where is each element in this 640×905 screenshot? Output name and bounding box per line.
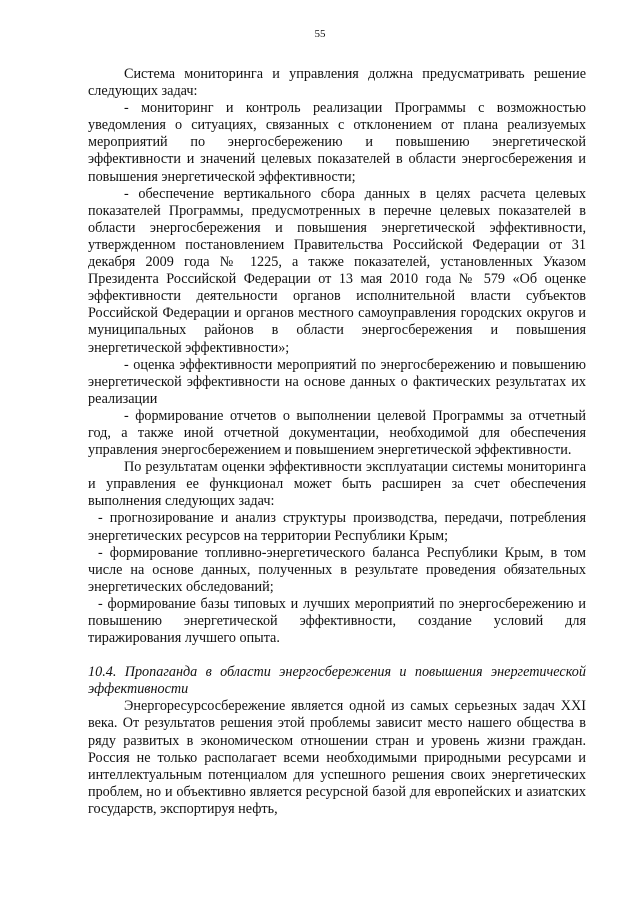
- paragraph-intro: Система мониторинга и управления должна предусматривать решение следующих задач:: [88, 66, 586, 100]
- list-item-reports: - формирование отчетов о выполнении целевой Программы за отчетный год, а также иной отчетной документации, необходимой для обеспечения управления энергосбережением и повышением энергетической эффективности.: [88, 407, 586, 459]
- list-item-monitoring: - мониторинг и контроль реализации Программы с возможностью уведомления о ситуациях, связанных с отклонением от плана реализуемых мероприятий по энергосбережению и повышению энергетической эффективности и значений целевых показателей в области энергосбережения и повышения энергетической эффективности;: [88, 100, 586, 185]
- list-item-best-practices: - формирование базы типовых и лучших мероприятий по энергосбережению и повышению энергетической эффективности, создание условий для тиражирования лучшего опыта.: [88, 595, 586, 647]
- section-paragraph: Энергоресурсосбережение является одной из самых серьезных задач XXI века. От результатов решения этой проблемы зависит место нашего общества в ряду развитых в экономическом отношении стран и уровень жизни граждан. Россия не только располагает всеми необходимыми природными ресурсами и интеллектуальным потенциалом для успешного решения своих энергетических проблем, но и объективно является ресурсной базой для европейских и азиатских государств, экспортируя нефть,: [88, 698, 586, 817]
- list-item-evaluation: - оценка эффективности мероприятий по энергосбережению и повышению энергетической эффективности на основе данных о фактических результатах их реализации: [88, 356, 586, 407]
- page-number: 55: [314, 28, 326, 40]
- list-item-forecasting: - прогнозирование и анализ структуры производства, передачи, потребления энергетических ресурсов на территории Республики Крым;: [88, 510, 586, 544]
- list-item-balance: - формирование топливно-энергетического баланса Республики Крым, в том числе на основе данных, полученных в результате проведения обязательных энергетических обследований;: [88, 544, 586, 595]
- list-item-data-collection: - обеспечение вертикального сбора данных в целях расчета целевых показателей Программы, предусмотренных в перечне целевых показателей в области энергосбережения и повышения энергетической эффективности, утвержденном постановлением Правительства Российской Федерации от 31 декабря 2009 года № 1225, а также показателей, установленных Указом Президента Российской Федерации от 13 мая 2010 года № 579 «Об оценке эффективности деятельности органов исполнительной власти субъектов Российской Федерации и органов местного самоуправления городских округов и муниципальных районов в области энергосбережения и повышения энергетической эффективности»;: [88, 185, 586, 356]
- paragraph-extension: По результатам оценки эффективности эксплуатации системы мониторинга и управления ее функционал может быть расширен за счет обеспечения выполнения следующих задач:: [88, 459, 586, 510]
- section-heading: 10.4. Пропаганда в области энергосбережения и повышения энергетической эффективности: [88, 664, 586, 698]
- document-body: [88, 66, 586, 818]
- section-gap: [88, 647, 586, 664]
